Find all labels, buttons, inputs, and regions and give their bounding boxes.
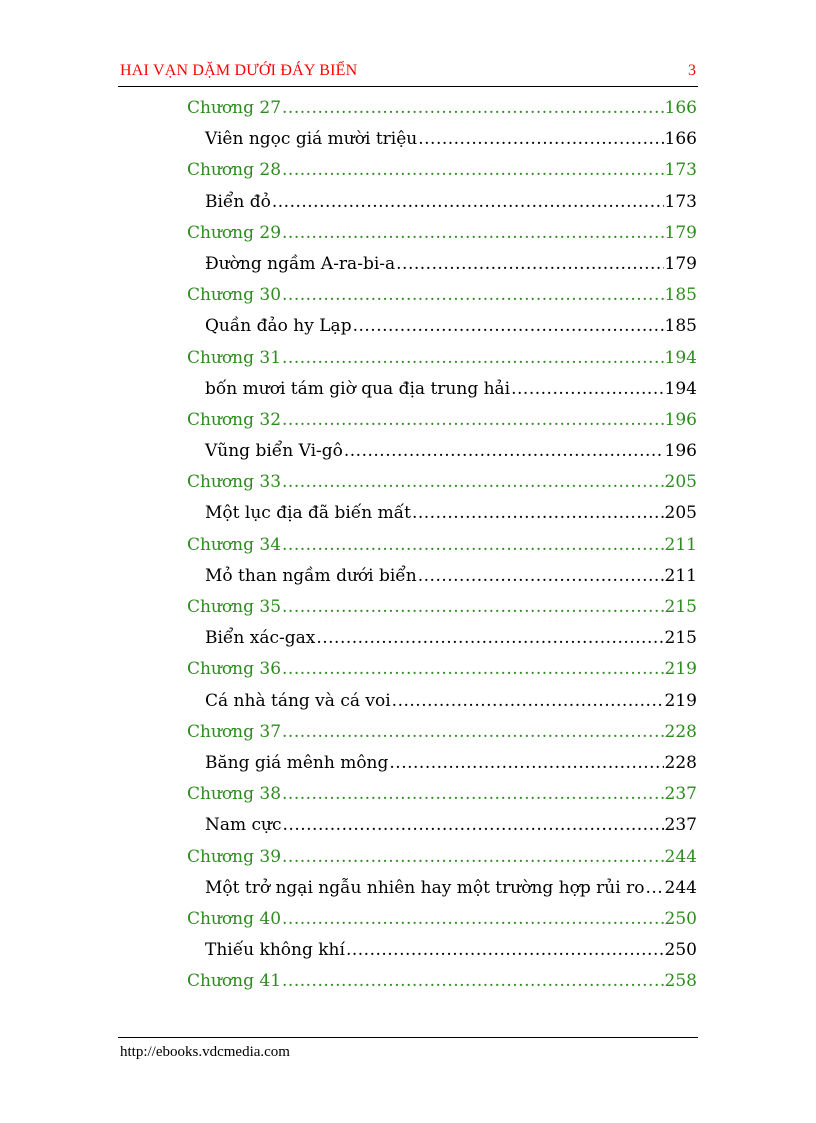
toc-dot-leader — [282, 285, 664, 305]
toc-dot-leader — [282, 909, 664, 929]
toc-chapter-entry[interactable] — [187, 223, 697, 254]
toc-entry-page: 185 — [664, 285, 697, 306]
toc-entry-label: Biển đỏ — [205, 191, 271, 212]
toc-entry-page: 228 — [664, 721, 697, 742]
toc-entry-page: 219 — [664, 659, 697, 680]
toc-entry-page: 215 — [664, 628, 697, 649]
toc-entry-label: Chương 28 — [187, 160, 282, 181]
toc-entry-label: Nam cực — [205, 815, 282, 836]
toc-entry-page: 185 — [664, 316, 697, 337]
toc-entry-label: Chương 38 — [187, 784, 282, 805]
toc-chapter-entry[interactable] — [187, 285, 697, 316]
toc-entry-page: 250 — [664, 940, 697, 961]
toc-dot-leader — [272, 192, 664, 212]
toc-entry-page: 166 — [664, 98, 697, 118]
toc-dot-leader — [353, 316, 664, 336]
toc-entry-page: 258 — [664, 971, 697, 992]
toc-chapter-entry[interactable] — [187, 909, 697, 940]
toc-dot-leader — [392, 691, 664, 711]
toc-entry-page: 215 — [664, 597, 697, 617]
toc-section-entry[interactable] — [187, 192, 697, 223]
toc-chapter-entry[interactable] — [187, 472, 697, 503]
toc-section-entry[interactable] — [187, 441, 697, 472]
toc-entry-page: 244 — [664, 877, 697, 898]
toc-entry-label: Chương 37 — [187, 721, 282, 742]
toc-entry-label: Chương 41 — [187, 971, 282, 992]
toc-dot-leader — [282, 597, 664, 617]
toc-section-entry[interactable] — [187, 878, 697, 909]
toc-section-entry[interactable] — [187, 628, 697, 659]
toc-section-entry[interactable] — [187, 815, 697, 846]
toc-entry-page: 173 — [664, 191, 697, 212]
toc-dot-leader — [418, 129, 663, 149]
toc-chapter-entry[interactable] — [187, 410, 697, 441]
table-of-contents — [187, 98, 697, 1002]
toc-entry-label: Vũng biển Vi-gô — [205, 441, 343, 462]
toc-entry-page: 179 — [664, 253, 697, 274]
toc-section-entry[interactable] — [187, 254, 697, 285]
toc-entry-label: Quần đảo hy Lạp — [205, 316, 352, 337]
toc-entry-page: 205 — [664, 503, 697, 524]
toc-entry-page: 194 — [664, 347, 697, 368]
toc-dot-leader — [346, 940, 664, 960]
toc-chapter-entry[interactable] — [187, 722, 697, 753]
toc-entry-label: Chương 34 — [187, 534, 282, 555]
toc-entry-label: bốn mươi tám giờ qua địa trung hải — [205, 378, 511, 399]
toc-entry-page: 196 — [664, 441, 697, 462]
toc-entry-page: 237 — [664, 784, 697, 805]
toc-chapter-entry[interactable] — [187, 659, 697, 690]
toc-entry-page: 211 — [664, 565, 697, 586]
toc-dot-leader — [282, 784, 664, 804]
toc-dot-leader — [282, 98, 664, 118]
toc-chapter-entry[interactable] — [187, 971, 697, 1002]
toc-dot-leader — [282, 847, 664, 867]
toc-entry-page: 166 — [664, 129, 697, 150]
page-footer — [118, 1037, 698, 1060]
toc-dot-leader — [282, 472, 664, 492]
toc-entry-page: 205 — [664, 472, 697, 493]
toc-dot-leader — [511, 379, 663, 399]
toc-entry-label: Mỏ than ngầm dưới biển — [205, 565, 417, 586]
toc-entry-label: Chương 32 — [187, 409, 282, 430]
footer-url[interactable]: http://ebooks.vdcmedia.com — [120, 1044, 290, 1060]
toc-entry-label: Một lục địa đã biến mất — [205, 503, 411, 524]
toc-dot-leader — [412, 503, 664, 523]
book-title: HAI VẠN DẶM DƯỚI ĐÁY BIỂN — [120, 62, 358, 79]
toc-entry-label: Chương 29 — [187, 222, 282, 243]
toc-entry-page: 196 — [664, 409, 697, 430]
toc-entry-page: 250 — [664, 908, 697, 929]
toc-entry-label: Cá nhà táng và cá voi — [205, 690, 391, 711]
toc-entry-page: 211 — [664, 534, 697, 555]
toc-entry-label: Viên ngọc giá mười triệu — [205, 129, 418, 150]
toc-entry-label: Một trở ngại ngẫu nhiên hay một trường hợp rủi ro — [205, 877, 645, 898]
toc-dot-leader — [282, 223, 664, 243]
toc-dot-leader — [282, 410, 664, 430]
toc-entry-label: Chương 35 — [187, 597, 282, 617]
toc-entry-label: Chương 40 — [187, 908, 282, 929]
toc-dot-leader — [389, 753, 663, 773]
toc-dot-leader — [282, 971, 664, 991]
toc-chapter-entry[interactable] — [187, 847, 697, 878]
toc-dot-leader — [316, 628, 663, 648]
page-number: 3 — [688, 62, 696, 79]
toc-entry-label: Chương 27 — [187, 98, 282, 118]
toc-chapter-entry[interactable] — [187, 98, 697, 129]
toc-entry-label: Chương 36 — [187, 659, 282, 680]
toc-chapter-entry[interactable] — [187, 348, 697, 379]
toc-entry-page: 244 — [664, 846, 697, 867]
toc-entry-page: 228 — [664, 752, 697, 773]
toc-entry-label: Chương 30 — [187, 285, 282, 306]
toc-dot-leader — [282, 160, 664, 180]
toc-entry-page: 194 — [664, 378, 697, 399]
toc-entry-page: 219 — [664, 690, 697, 711]
toc-section-entry[interactable] — [187, 691, 697, 722]
toc-entry-label: Chương 31 — [187, 347, 282, 368]
toc-dot-leader — [282, 722, 664, 742]
toc-section-entry[interactable] — [187, 503, 697, 534]
toc-chapter-entry[interactable] — [187, 784, 697, 815]
toc-chapter-entry[interactable] — [187, 160, 697, 191]
toc-entry-label: Chương 33 — [187, 472, 282, 493]
toc-entry-label: Băng giá mênh mông — [205, 752, 389, 773]
toc-dot-leader — [418, 566, 664, 586]
toc-chapter-entry[interactable] — [187, 535, 697, 566]
page-header — [118, 60, 698, 87]
toc-section-entry[interactable] — [187, 379, 697, 410]
toc-entry-label: Thiếu không khí — [205, 940, 345, 961]
toc-entry-label: Biển xác-gax — [205, 628, 316, 649]
toc-section-entry[interactable] — [187, 129, 697, 160]
toc-entry-page: 179 — [664, 222, 697, 243]
toc-dot-leader — [282, 535, 664, 555]
toc-chapter-entry[interactable] — [187, 597, 697, 628]
toc-dot-leader — [282, 348, 664, 368]
toc-entry-label: Đường ngầm A-ra-bi-a — [205, 253, 396, 274]
toc-entry-label: Chương 39 — [187, 846, 282, 867]
toc-section-entry[interactable] — [187, 753, 697, 784]
toc-dot-leader — [282, 659, 664, 679]
toc-entry-page: 173 — [664, 160, 697, 181]
toc-dot-leader — [645, 878, 663, 898]
toc-entry-page: 237 — [664, 815, 697, 836]
toc-dot-leader — [283, 815, 664, 835]
toc-dot-leader — [396, 254, 663, 274]
toc-section-entry[interactable] — [187, 566, 697, 597]
toc-section-entry[interactable] — [187, 940, 697, 971]
toc-section-entry[interactable] — [187, 316, 697, 347]
toc-dot-leader — [344, 441, 664, 461]
